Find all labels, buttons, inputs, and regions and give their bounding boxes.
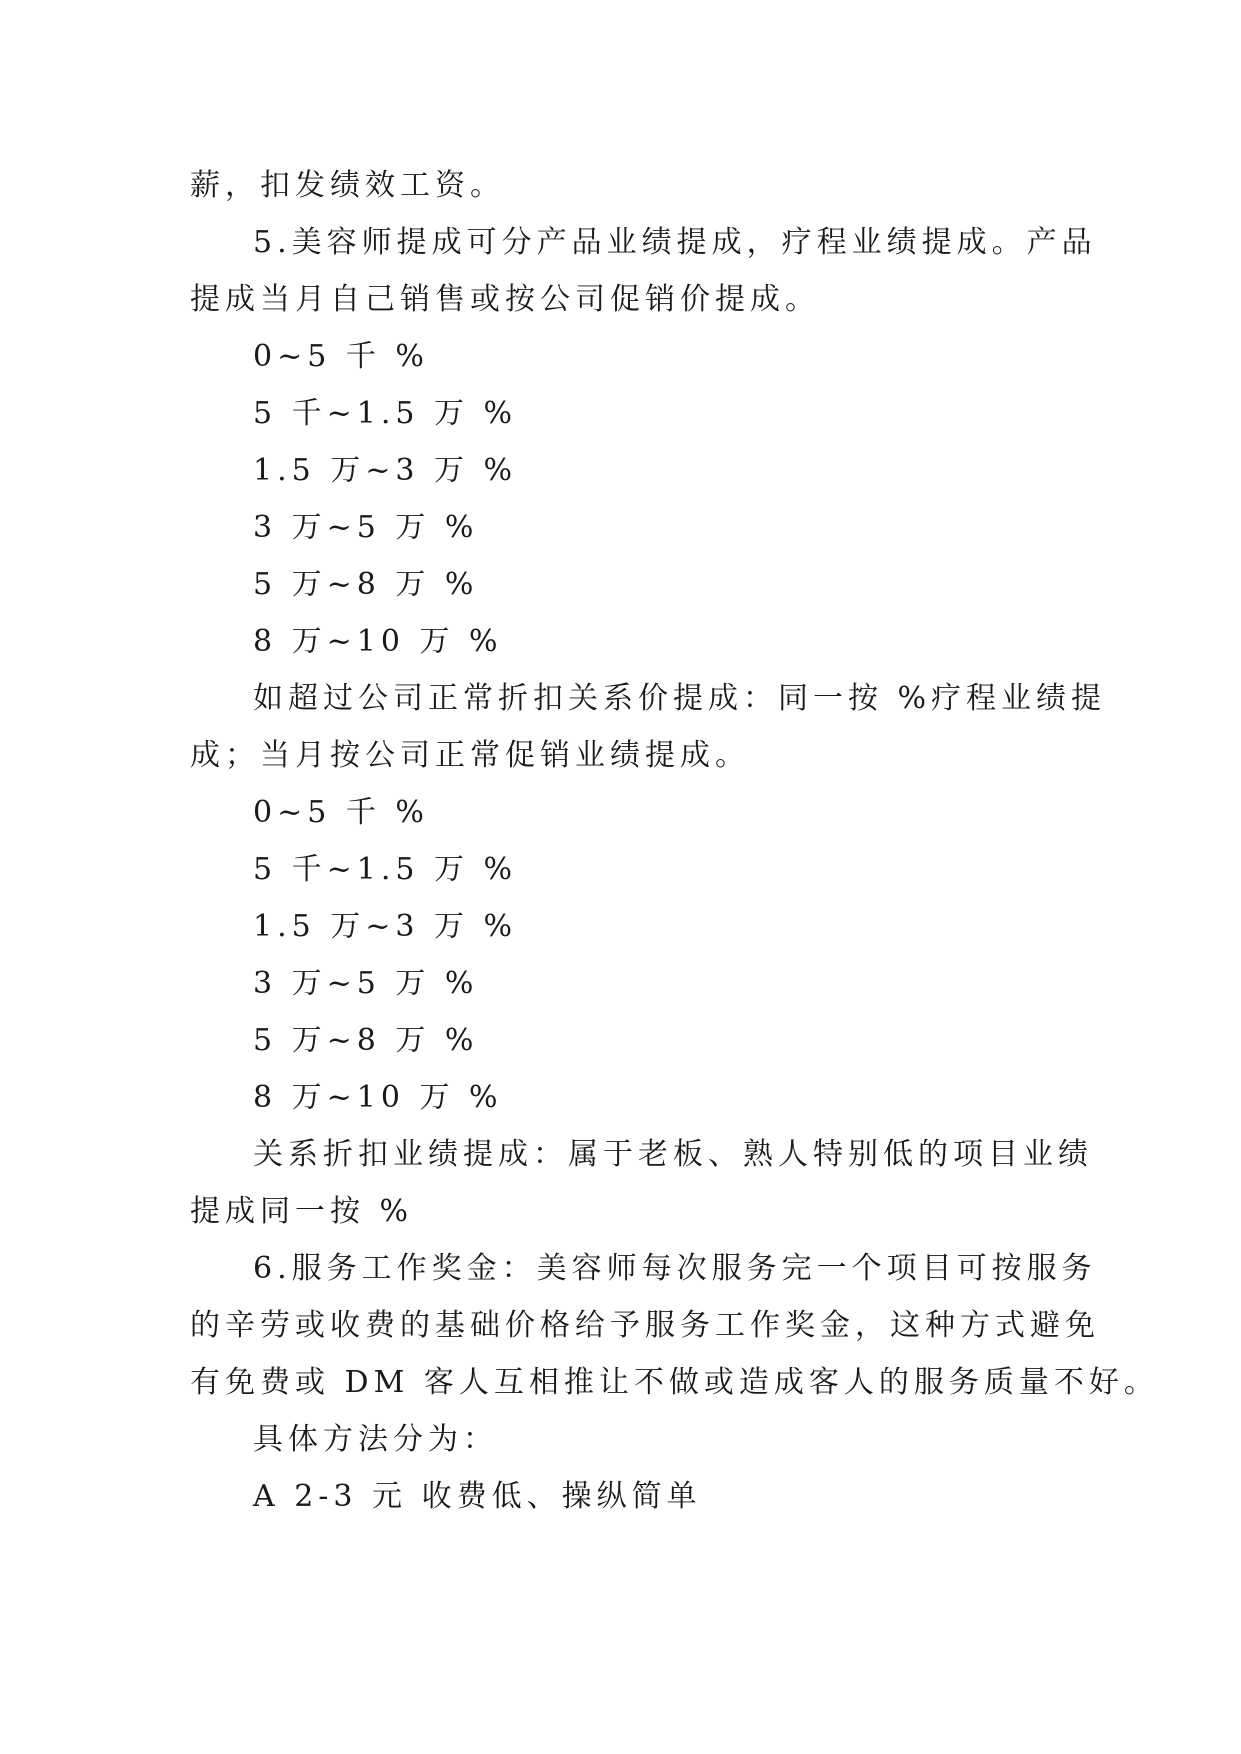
commission-tier: 1.5 万~3 万 %	[253, 453, 518, 488]
commission-tier: 0~5 千 %	[253, 339, 429, 374]
commission-tier: 0~5 千 %	[253, 795, 429, 830]
commission-tier: 5 万~8 万 %	[253, 567, 479, 602]
commission-tier: 3 万~5 万 %	[253, 966, 479, 1001]
paragraph-line: 5.美容师提成可分产品业绩提成，疗程业绩提成。产品	[253, 225, 1097, 260]
paragraph-line: 具体方法分为：	[253, 1422, 498, 1457]
commission-tier: 5 千~1.5 万 %	[253, 396, 518, 431]
paragraph-line: 关系折扣业绩提成：属于老板、熟人特别低的项目业绩	[253, 1137, 1093, 1172]
paragraph-line: 6.服务工作奖金：美容师每次服务完一个项目可按服务	[253, 1251, 1097, 1286]
commission-tier: 5 千~1.5 万 %	[253, 852, 518, 887]
commission-tier: 5 万~8 万 %	[253, 1023, 479, 1058]
paragraph-line: 薪，扣发绩效工资。	[190, 168, 505, 203]
paragraph-line: 提成同一按 %	[190, 1194, 414, 1229]
paragraph-line: 成；当月按公司正常促销业绩提成。	[190, 738, 750, 773]
commission-tier: 3 万~5 万 %	[253, 510, 479, 545]
paragraph-line: 的辛劳或收费的基础价格给予服务工作奖金，这种方式避免	[190, 1308, 1100, 1343]
paragraph-line: 提成当月自己销售或按公司促销价提成。	[190, 282, 820, 317]
list-item: A 2-3 元 收费低、操纵简单	[253, 1479, 702, 1514]
paragraph-line: 如超过公司正常折扣关系价提成：同一按 %疗程业绩提	[253, 681, 1107, 716]
paragraph-line: 有免费或 DM 客人互相推让不做或造成客人的服务质量不好。	[190, 1365, 1159, 1400]
commission-tier: 8 万~10 万 %	[253, 624, 503, 659]
commission-tier: 1.5 万~3 万 %	[253, 909, 518, 944]
commission-tier: 8 万~10 万 %	[253, 1080, 503, 1115]
